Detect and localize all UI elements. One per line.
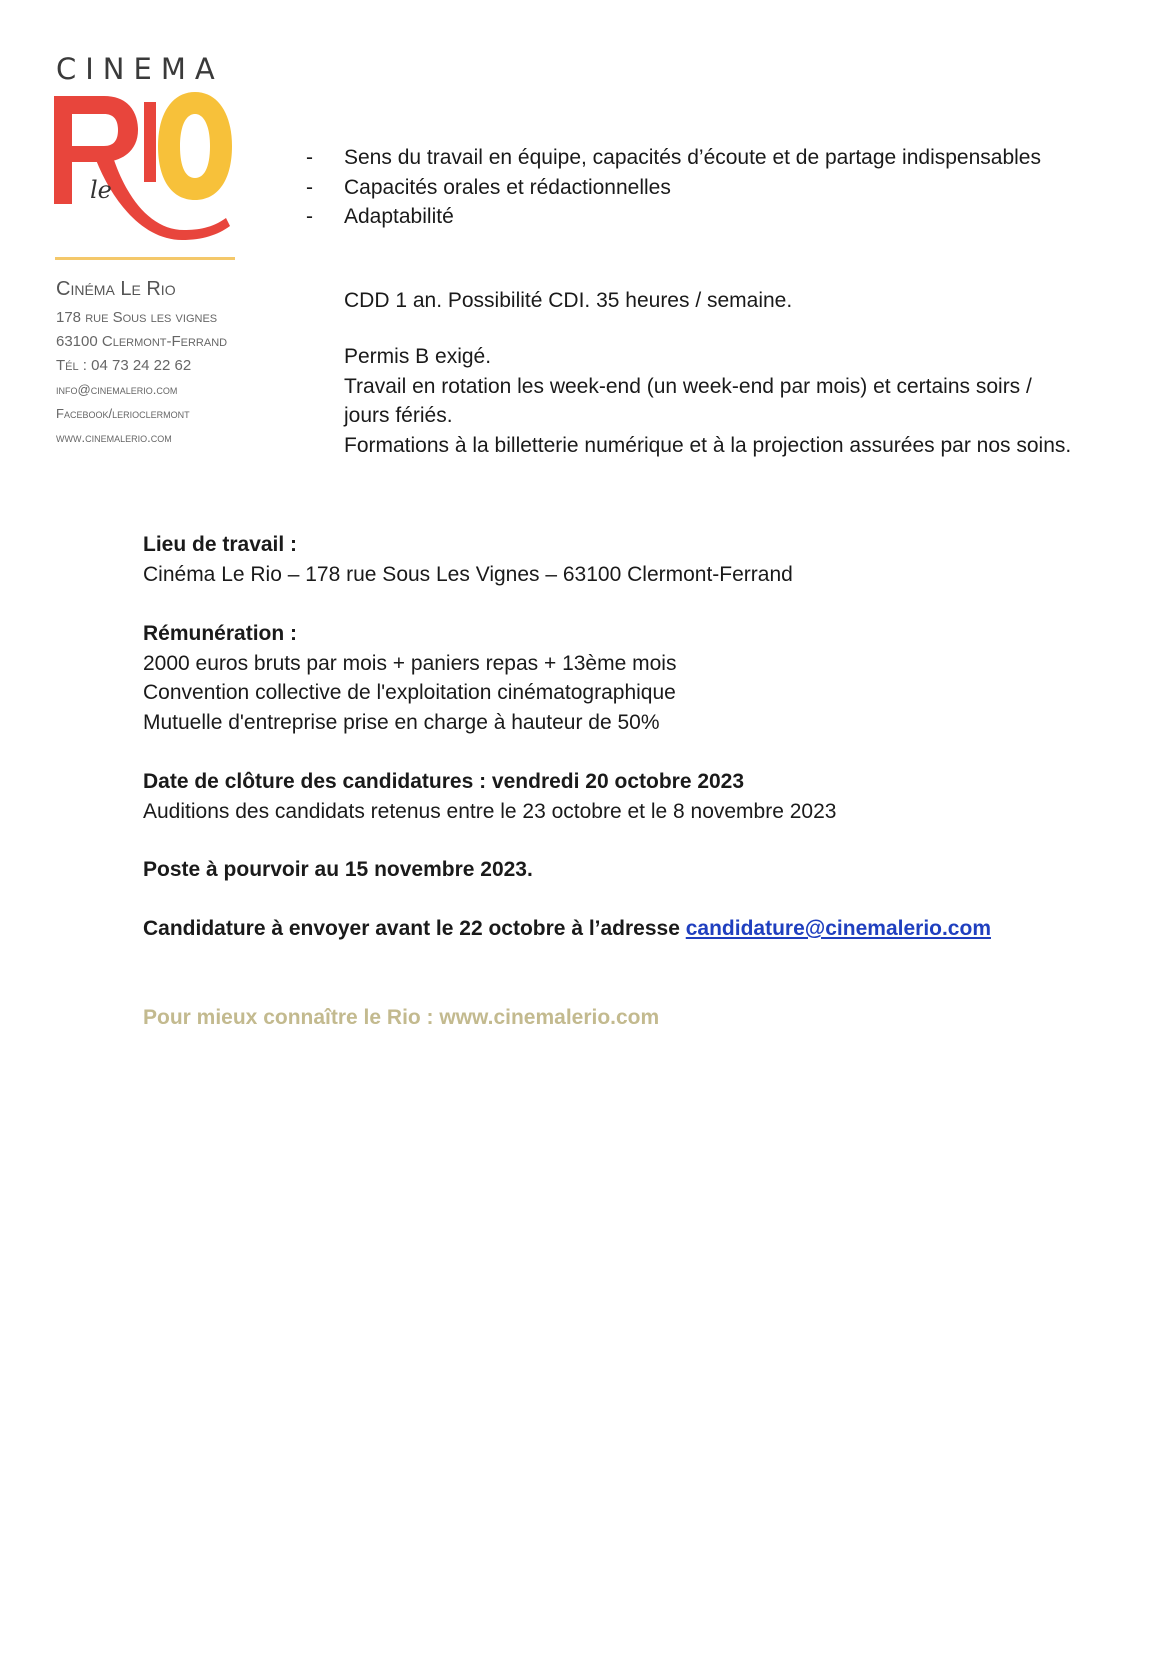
apply-email-link[interactable]: candidature@cinemalerio.com — [685, 917, 991, 940]
footer-website[interactable]: Pour mieux connaître le Rio : www.cinemalerio.com — [143, 1006, 660, 1029]
condition-weekend: Travail en rotation les week-end (un week-end par mois) et certains soirs / jours fériés. — [344, 374, 1032, 427]
conditions-block — [344, 342, 1074, 460]
start-date: Poste à pourvoir au 15 novembre 2023. — [143, 858, 533, 881]
apply-section — [143, 914, 1103, 944]
apply-text: Candidature à envoyer avant le 22 octobre à l’adresse — [143, 917, 680, 940]
contact-name: Cinéma Le Rio — [56, 278, 176, 300]
pay-line: 2000 euros bruts par mois + paniers repas + 13ème mois — [143, 651, 677, 675]
pay-title: Rémunération : — [143, 622, 298, 645]
pay-line: Convention collective de l'exploitation cinématographique — [143, 681, 676, 704]
bullet-dash: - — [306, 205, 313, 228]
logo-cinema-word: CINEMA — [56, 52, 224, 86]
contact-phone: Tél : 04 73 24 22 62 — [56, 357, 192, 374]
pay-line: Mutuelle d'entreprise prise en charge à hauteur de 50% — [143, 710, 660, 734]
bullet-dash: - — [306, 146, 313, 169]
contract-terms: CDD 1 an. Possibilité CDI. 35 heures / semaine. — [344, 289, 793, 312]
list-item: - Adaptabilité — [306, 202, 1066, 232]
bullet-dash: - — [306, 175, 313, 199]
logo-divider — [55, 257, 235, 260]
contact-block — [56, 278, 227, 450]
contact-email[interactable]: info@cinemalerio.com — [56, 382, 178, 397]
requirements-list — [306, 143, 1066, 232]
workplace-section — [143, 530, 1103, 589]
workplace-address: Cinéma Le Rio – 178 rue Sous Les Vignes – 63100 Clermont-Ferrand — [143, 562, 793, 586]
list-item: - Sens du travail en équipe, capacités d’écoute et de partage indispensables — [306, 143, 1066, 173]
deadline-title: Date de clôture des candidatures : vendredi 20 octobre 2023 — [143, 770, 745, 793]
list-item: - Capacités orales et rédactionnelles — [306, 173, 1066, 203]
logo-rio-mark — [52, 90, 242, 260]
contact-address: 178 rue Sous les vignes — [56, 309, 218, 326]
cinema-rio-logo — [52, 52, 242, 262]
workplace-title: Lieu de travail : — [143, 533, 298, 556]
contact-city: 63100 Clermont-Ferrand — [56, 333, 228, 350]
contact-website[interactable]: www.cinemalerio.com — [56, 430, 172, 445]
auditions-text: Auditions des candidats retenus entre le 23 octobre et le 8 novembre 2023 — [143, 799, 837, 823]
contact-facebook[interactable]: Facebook/lerioclermont — [56, 406, 190, 421]
logo-le-text: le — [90, 176, 112, 204]
condition-training: Formations à la billetterie numérique et à la projection assurées par nos soins. — [344, 433, 1072, 457]
deadline-section — [143, 767, 1103, 826]
condition-license: Permis B exigé. — [344, 345, 492, 368]
pay-section — [143, 619, 1103, 737]
